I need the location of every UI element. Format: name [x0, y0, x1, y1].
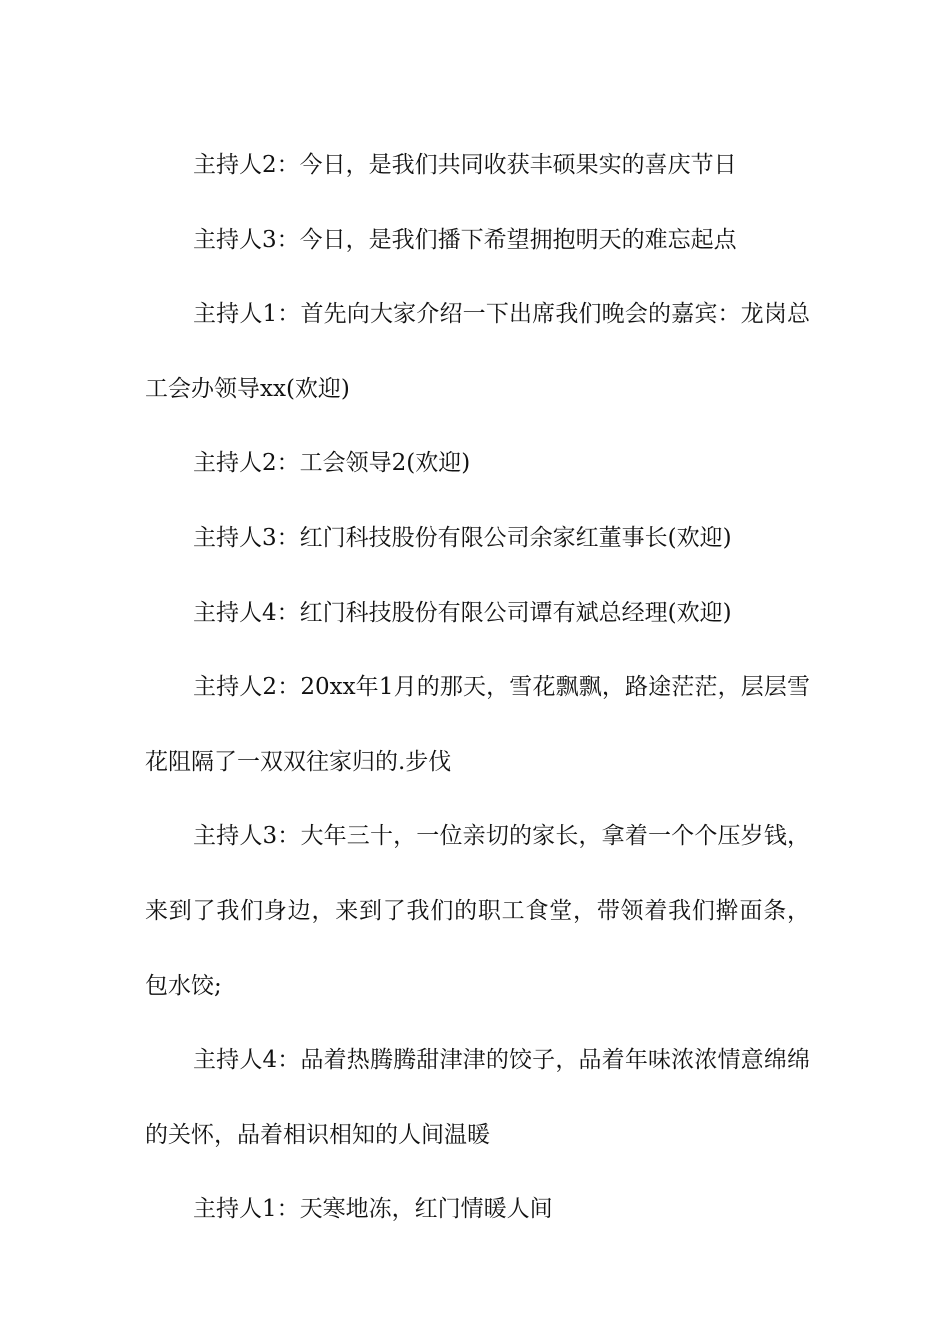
- document-body: [145, 128, 810, 1247]
- paragraph: 主持人4：红门科技股份有限公司谭有斌总经理(欢迎): [193, 599, 732, 626]
- paragraph: 主持人2：20xx年1月的那天，雪花飘飘，路途茫茫，层层雪花阻隔了一双双往家归的.步伐: [145, 674, 810, 775]
- paragraph: 主持人3：红门科技股份有限公司余家红董事长(欢迎): [193, 524, 732, 551]
- paragraph: 主持人1：首先向大家介绍一下出席我们晚会的嘉宾：龙岗总工会办领导xx(欢迎): [145, 301, 810, 402]
- paragraph: 主持人1：天寒地冻，红门情暖人间: [193, 1196, 553, 1223]
- paragraph: 主持人2：工会领导2(欢迎): [193, 450, 471, 477]
- paragraph: 主持人4：品着热腾腾甜津津的饺子，品着年味浓浓情意绵绵的关怀，品着相识相知的人间温暖: [145, 1047, 810, 1148]
- paragraph: 主持人3：大年三十，一位亲切的家长，拿着一个个压岁钱，来到了我们身边，来到了我们的职工食堂，带领着我们擀面条，包水饺;: [145, 823, 810, 999]
- paragraph: 主持人3：今日，是我们播下希望拥抱明天的难忘起点: [193, 226, 737, 253]
- paragraph: 主持人2：今日，是我们共同收获丰硕果实的喜庆节日: [193, 152, 737, 178]
